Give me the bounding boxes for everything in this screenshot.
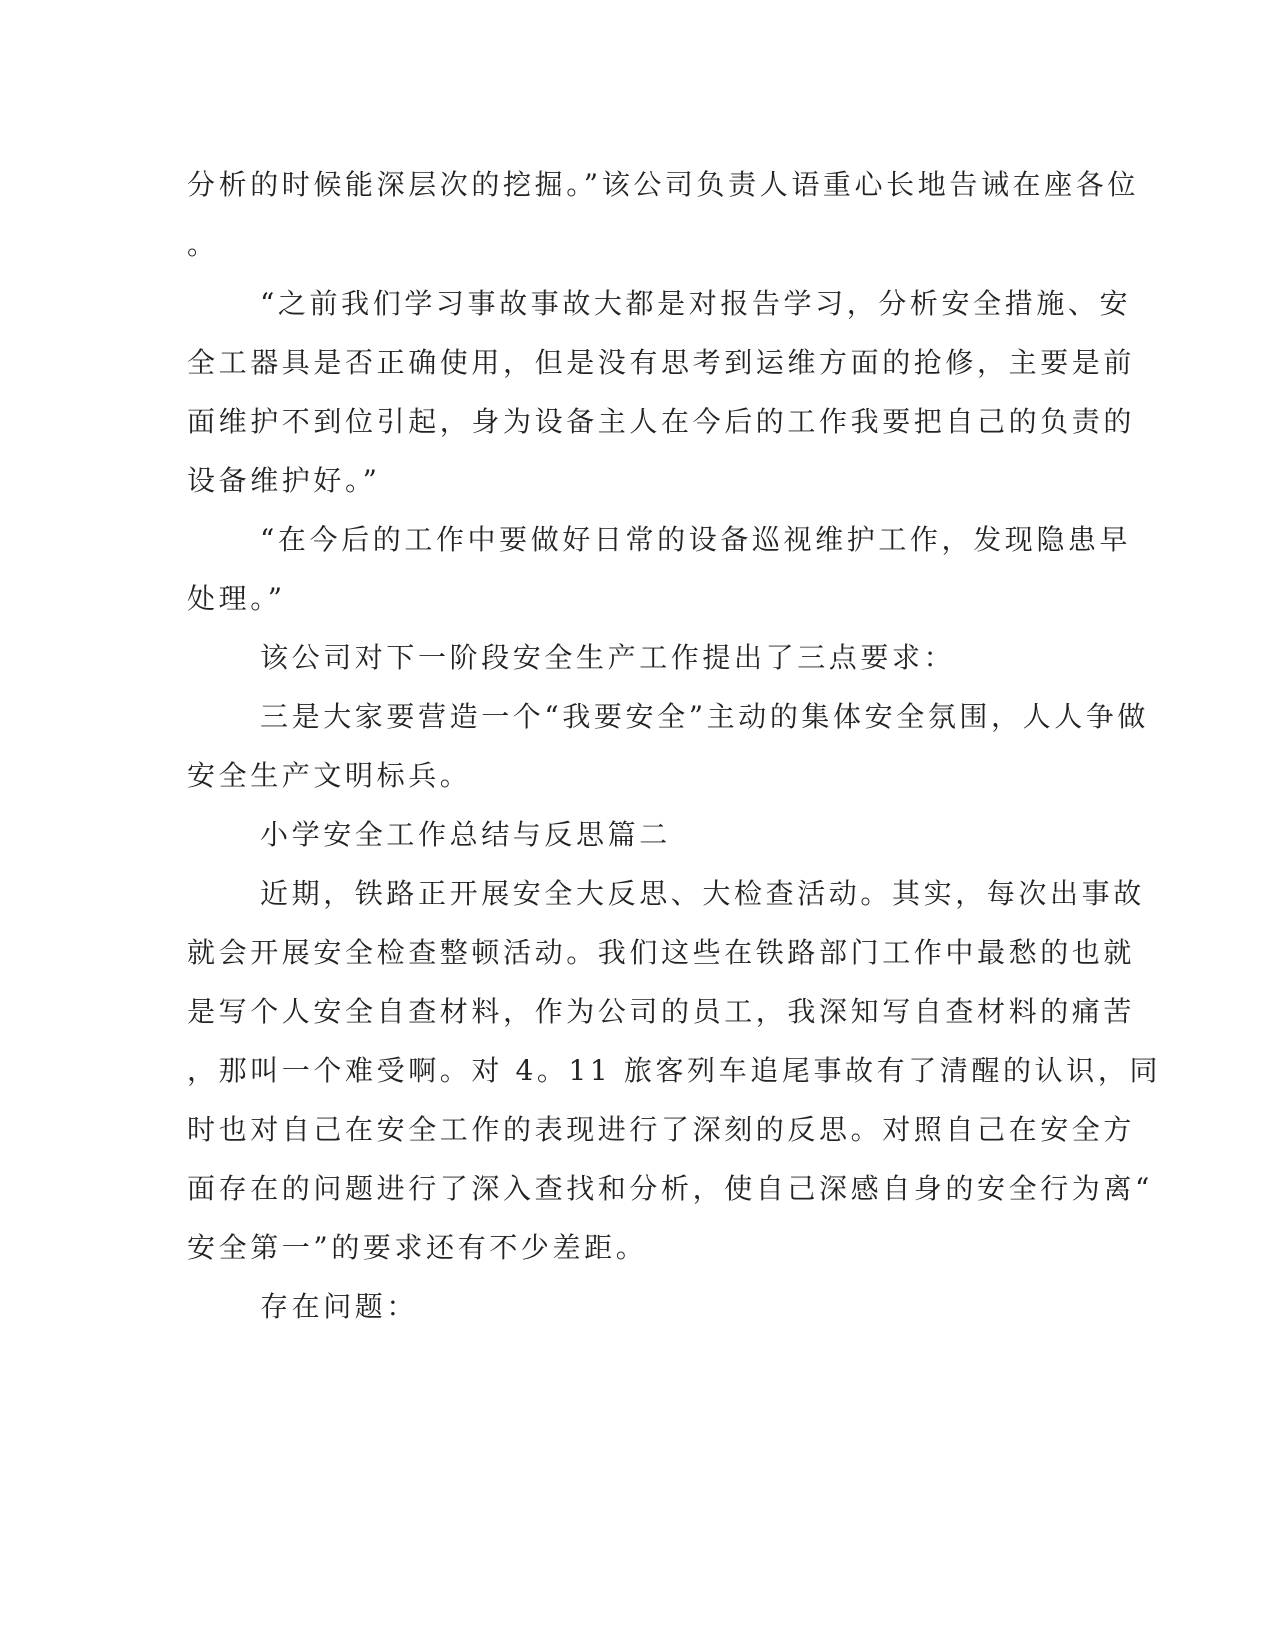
paragraph-line: 时也对自己在安全工作的表现进行了深刻的反思。对照自己在安全方 (187, 1113, 1136, 1146)
paragraph-line: 。 (187, 228, 219, 261)
paragraph-line: “之前我们学习事故事故大都是对报告学习，分析安全措施、安 (260, 287, 1132, 320)
paragraph-line: 近期，铁路正开展安全大反思、大检查活动。其实，每次出事故 (260, 877, 1145, 910)
paragraph-line: ，那叫一个难受啊。对 4。11 旅客列车追尾事故有了清醒的认识，同 (187, 1054, 1162, 1087)
paragraph-line: 处理。” (187, 582, 286, 615)
paragraph-line: 该公司对下一阶段安全生产工作提出了三点要求： (260, 641, 956, 674)
paragraph-line: 面存在的问题进行了深入查找和分析，使自己深感自身的安全行为离“ (187, 1172, 1153, 1205)
paragraph-line: 三是大家要营造一个“我要安全”主动的集体安全氛围，人人争做 (260, 700, 1150, 733)
paragraph-line: 设备维护好。” (187, 464, 381, 497)
paragraph-line: “在今后的工作中要做好日常的设备巡视维护工作，发现隐患早 (260, 523, 1132, 556)
paragraph-line: 存在问题： (260, 1290, 419, 1323)
paragraph-line: 面维护不到位引起，身为设备主人在今后的工作我要把自己的负责的 (187, 405, 1136, 438)
paragraph-line: 分析的时候能深层次的挖掘。”该公司负责人语重心长地告诫在座各位 (187, 168, 1139, 201)
section-heading: 小学安全工作总结与反思篇二 (260, 818, 671, 851)
paragraph-line: 全工器具是否正确使用，但是没有思考到运维方面的抢修，主要是前 (187, 346, 1136, 379)
paragraph-line: 就会开展安全检查整顿活动。我们这些在铁路部门工作中最愁的也就 (187, 936, 1136, 969)
paragraph-line: 是写个人安全自查材料，作为公司的员工，我深知写自查材料的痛苦 (187, 995, 1136, 1028)
paragraph-line: 安全第一”的要求还有不少差距。 (187, 1231, 648, 1264)
paragraph-line: 安全生产文明标兵。 (187, 759, 472, 792)
